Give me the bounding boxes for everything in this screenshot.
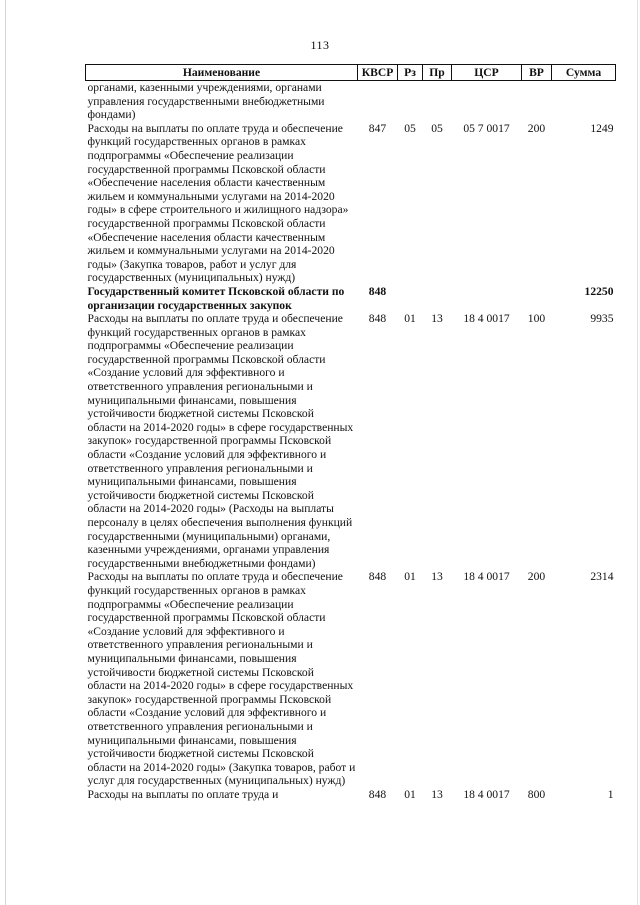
cell-vr: [522, 81, 552, 122]
cell-kvsr: [358, 81, 398, 122]
header-vr: ВР: [522, 65, 552, 81]
header-name: Наименование: [86, 65, 358, 81]
header-rz: Рз: [398, 65, 423, 81]
header-pr: Пр: [423, 65, 452, 81]
cell-name: Расходы на выплаты по оплате труда и обеспечение функций государственных органов в рамках подпрограммы «Обеспечение реализации государственной программы Псковской области «Создание условий для эффективного и ответственного управления региональными и муниципальными финансами, повышения устойчивости бюджетной системы Псковской области на 2014-2020 годы» в сфере государственных закупок» государственной программы Псковской области «Создание условий для эффективного и ответственного управления региональными и муниципальными финансами, повышения устойчивости бюджетной системы Псковской области на 2014-2020 годы» (Расходы на выплаты персоналу в целях обеспечения выполнения функций государственными (муниципальными) органами, казенными учреждениями, органами управления государственными внебюджетными фондами): [87, 312, 354, 570]
cell-csr: [452, 285, 522, 312]
cell-name: Расходы на выплаты по оплате труда и обеспечение функций государственных органов в рамках подпрограммы «Обеспечение реализации государственной программы Псковской области «Обеспечение населения области качественным жильем и коммунальными услугами на 2014-2020 годы» в сфере строительного и жилищного надзора» государственной программы Псковской области «Обеспечение населения области качественным жильем и коммунальными услугами на 2014-2020 годы» (Закупка товаров, работ и услуг для государственных (муниципальных) нужд): [87, 121, 349, 285]
header-sum: Сумма: [552, 65, 616, 81]
table-header-row: [86, 65, 616, 81]
scan-edge-right: [637, 0, 638, 905]
header-csr: ЦСР: [452, 65, 522, 81]
header-kvsr: КВСР: [358, 65, 398, 81]
cell-kvsr: 848: [368, 787, 387, 801]
cell-kvsr: 848: [368, 284, 387, 298]
cell-rz: [398, 81, 423, 122]
table-row: [86, 81, 616, 122]
cell-sum: 1: [607, 787, 614, 801]
cell-vr: [522, 285, 552, 312]
table-row-department: [86, 285, 616, 312]
cell-csr: 18 4 0017: [463, 787, 510, 801]
cell-name: органами, казенными учреждениями, органами управления государственными внебюджетными фондами): [87, 81, 325, 122]
cell-pr: 05: [431, 121, 443, 135]
cell-name: Расходы на выплаты по оплате труда и: [87, 787, 279, 801]
cell-vr: 800: [527, 787, 546, 801]
cell-pr: [423, 285, 452, 312]
cell-csr: 18 4 0017: [463, 312, 510, 326]
cell-rz: 01: [404, 312, 416, 326]
cell-rz: 01: [404, 787, 416, 801]
cell-sum: 2314: [590, 570, 614, 584]
cell-rz: [398, 285, 423, 312]
cell-kvsr: 848: [368, 312, 387, 326]
table-row: [86, 570, 616, 788]
cell-sum: 12250: [584, 284, 614, 298]
cell-kvsr: 848: [368, 570, 387, 584]
cell-csr: [452, 81, 522, 122]
cell-name: Расходы на выплаты по оплате труда и обеспечение функций государственных органов в рамках подпрограммы «Обеспечение реализации государственной программы Псковской области «Создание условий для эффективного и ответственного управления региональными и муниципальными финансами, повышения устойчивости бюджетной системы Псковской области на 2014-2020 годы» в сфере государственных закупок» государственной программы Псковской области «Создание условий для эффективного и ответственного управления региональными и муниципальными финансами, повышения устойчивости бюджетной системы Псковской области на 2014-2020 годы» (Закупка товаров, работ и услуг для государственных (муниципальных) нужд): [87, 570, 356, 788]
cell-sum: 1249: [590, 121, 614, 135]
scan-edge-left: [5, 0, 6, 905]
cell-sum: [552, 81, 616, 122]
cell-name: Государственный комитет Псковской области по организации государственных закупок: [87, 284, 345, 312]
cell-csr: 05 7 0017: [463, 121, 510, 135]
cell-pr: 13: [431, 312, 443, 326]
budget-table: [85, 64, 616, 801]
table-row: [86, 312, 616, 570]
cell-vr: 200: [527, 570, 546, 584]
cell-sum: 9935: [590, 312, 614, 326]
cell-vr: 200: [527, 121, 546, 135]
cell-rz: 05: [404, 121, 416, 135]
cell-pr: 13: [431, 787, 443, 801]
page-number: 113: [310, 38, 330, 52]
cell-pr: [423, 81, 452, 122]
table-row: [86, 788, 616, 802]
cell-vr: 100: [527, 312, 546, 326]
cell-csr: 18 4 0017: [463, 570, 510, 584]
cell-kvsr: 847: [368, 121, 387, 135]
cell-pr: 13: [431, 570, 443, 584]
table-row: [86, 122, 616, 285]
cell-rz: 01: [404, 570, 416, 584]
